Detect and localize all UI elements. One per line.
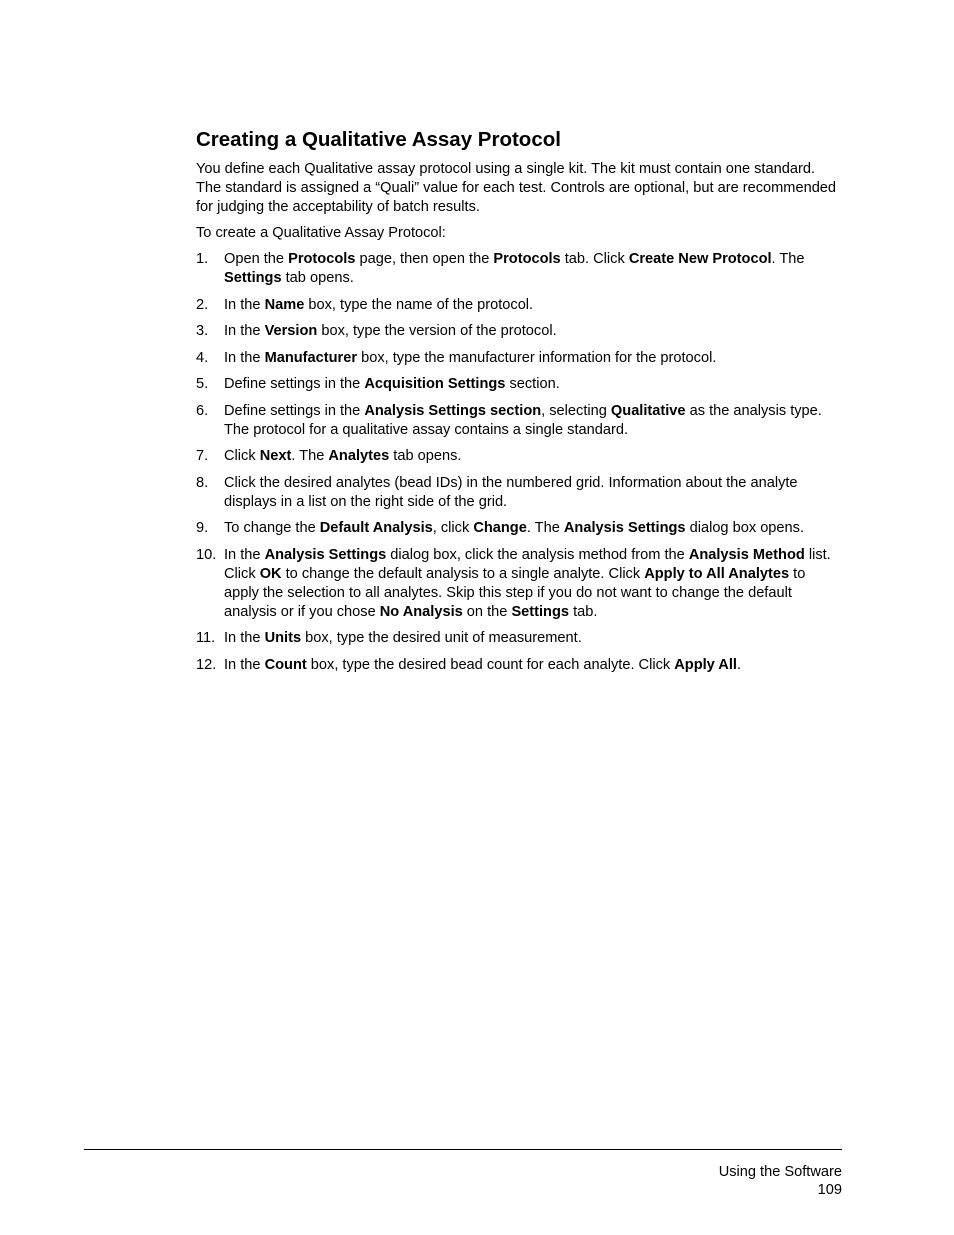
procedure-step	[196, 349, 842, 368]
ui-term: Version	[264, 323, 318, 339]
step-number: 9.	[196, 520, 209, 536]
procedure-step	[196, 546, 842, 622]
step-text: tab.	[569, 603, 598, 620]
ui-term: Analysis Settings section	[364, 402, 542, 419]
step-text: In the	[224, 656, 265, 673]
footer-chapter-title: Using the Software	[718, 1164, 842, 1180]
section-heading: Creating a Qualitative Assay Protocol	[196, 128, 561, 151]
procedure-step	[196, 629, 842, 648]
step-text: page, then open the	[355, 251, 494, 267]
page-footer	[719, 1163, 842, 1199]
ui-term: Settings	[224, 270, 282, 286]
ui-term: Next	[259, 448, 292, 464]
procedure-step	[196, 474, 842, 512]
step-number: 10.	[196, 546, 217, 563]
footer-divider	[84, 1149, 842, 1150]
step-text: Click the desired analytes (bead IDs) in the numbered grid. Information about the analyte displays in a list on the right side of the grid.	[224, 474, 798, 510]
step-text: Define settings in the	[224, 402, 365, 419]
ui-term: Protocols	[288, 251, 356, 267]
procedure-step	[196, 250, 842, 288]
ui-term: Units	[264, 630, 302, 646]
procedure-step	[196, 519, 842, 538]
step-text: In the	[224, 546, 265, 563]
step-text: section.	[505, 376, 560, 392]
step-text: dialog box opens.	[685, 520, 805, 536]
ui-term: Analytes	[328, 448, 390, 464]
procedure-step	[196, 322, 842, 341]
ui-term: Count	[264, 656, 307, 673]
step-text: In the	[224, 296, 265, 313]
step-text: To change the	[224, 520, 320, 536]
procedure-step	[196, 656, 842, 675]
step-text: . The	[771, 251, 805, 267]
step-text: In the	[224, 349, 265, 366]
page-content	[196, 126, 842, 682]
step-number: 11.	[196, 630, 216, 646]
step-text: box, type the desired unit of measurement.	[301, 630, 582, 646]
ui-term: Change	[473, 520, 527, 536]
ui-term: Settings	[511, 603, 570, 620]
lead-in-paragraph: To create a Qualitative Assay Protocol:	[196, 225, 446, 241]
ui-term: OK	[259, 565, 282, 582]
step-number: 8.	[196, 474, 209, 491]
ui-term: Create New Protocol	[628, 251, 772, 267]
ui-term: Protocols	[493, 251, 561, 267]
ui-term: No Analysis	[379, 603, 463, 620]
step-text: list. Click	[224, 546, 831, 582]
ui-term: Acquisition Settings	[364, 376, 506, 392]
step-text: to change the default analysis to a single analyte. Click	[281, 565, 645, 582]
step-text: , click	[432, 520, 474, 536]
step-text: .	[736, 656, 741, 673]
step-text: box, type the version of the protocol.	[317, 323, 557, 339]
step-text: , selecting	[541, 402, 611, 419]
step-text: box, type the manufacturer information for the protocol.	[357, 349, 717, 366]
step-number: 6.	[196, 402, 209, 419]
step-text: box, type the name of the protocol.	[304, 296, 534, 313]
ui-term: Qualitative	[610, 402, 686, 419]
step-text: tab. Click	[560, 251, 629, 267]
step-text: box, type the desired bead count for each analyte. Click	[306, 656, 675, 673]
step-number: 1.	[196, 251, 209, 267]
ui-term: Analysis Settings	[264, 546, 387, 563]
ui-term: Default Analysis	[319, 520, 433, 536]
step-text: . The	[526, 520, 564, 536]
step-text: Click	[224, 448, 260, 464]
ui-term: Name	[264, 296, 305, 313]
ui-term: Apply to All Analytes	[644, 565, 790, 582]
step-text: In the	[224, 323, 265, 339]
intro-paragraph: You define each Qualitative assay protocol using a single kit. The kit must contain one standard. The standard is assigned a “Quali” value for each test. Controls are optional, but are recommended for judging the acceptability of batch results.	[196, 161, 837, 215]
step-text: In the	[224, 630, 265, 646]
step-number: 3.	[196, 323, 209, 339]
step-text: on the	[462, 603, 512, 620]
step-text: to apply the selection to all analytes. Skip this step if you do not want to change the default analysis or if you chose	[224, 565, 806, 620]
procedure-step	[196, 296, 842, 315]
procedure-step	[196, 375, 842, 394]
ui-term: Apply All	[674, 656, 737, 673]
step-number: 12.	[196, 656, 217, 673]
step-text: Open the	[224, 251, 289, 267]
step-number: 4.	[196, 349, 209, 366]
step-number: 2.	[196, 296, 209, 313]
step-text: Define settings in the	[224, 376, 365, 392]
ui-term: Analysis Method	[688, 546, 805, 563]
step-text: tab opens.	[281, 270, 354, 286]
step-number: 7.	[196, 448, 209, 464]
step-text: dialog box, click the analysis method from the	[386, 546, 689, 563]
step-text: tab opens.	[389, 448, 462, 464]
ui-term: Manufacturer	[264, 349, 358, 366]
step-text: . The	[291, 448, 329, 464]
procedure-step	[196, 402, 842, 440]
procedure-steps-list	[196, 250, 842, 675]
procedure-step	[196, 447, 842, 466]
step-number: 5.	[196, 376, 209, 392]
step-text: as the analysis type. The protocol for a qualitative assay contains a single standard.	[224, 402, 822, 438]
ui-term: Analysis Settings	[563, 520, 686, 536]
footer-page-number: 109	[817, 1182, 842, 1198]
